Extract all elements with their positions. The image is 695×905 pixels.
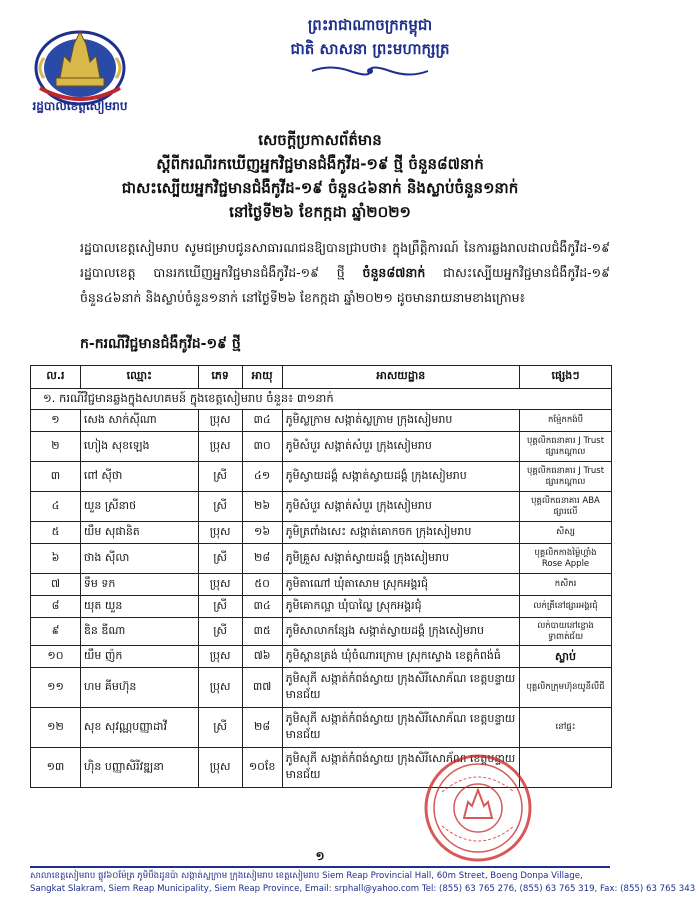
cell-address: ភូមិស្ពានត្រង់ ឃុំចំណារក្រោម ស្រុកស្ទោង ខេត្តកំពង់ធំ	[282, 646, 519, 668]
cell-age: ៣០	[242, 432, 282, 462]
header-age: អាយុ	[242, 366, 282, 389]
table-row	[31, 410, 612, 432]
cell-name: សុខ សុវណ្ណបញ្ញាដាវី	[80, 708, 198, 748]
national-motto: ជាតិ សាសនា ព្រះមហាក្សត្រ	[290, 40, 450, 58]
cell-name: ហៀង សុខឡេង	[80, 432, 198, 462]
cell-name: ថាង ស៊ីលា	[80, 544, 198, 574]
table-row	[31, 462, 612, 492]
cell-no: ៨	[31, 596, 81, 618]
cell-no: ៥	[31, 522, 81, 544]
cell-address: ភូមិគោកល្អា ឃុំបាលៃ្ល ស្រុកអង្គរជុំ	[282, 596, 519, 618]
cell-address: ភូមិស្វាយដង្គំ សង្កាត់ស្វាយដង្គំ ក្រុងសៀមរាប	[282, 462, 519, 492]
cell-age: ៣៧	[242, 668, 282, 708]
cell-no: ៣	[31, 462, 81, 492]
cell-address: ភូមិសុភី សង្កាត់កំពង់ស្វាយ ក្រុងសិរីសោភ័ណ ខេត្តបន្ទាយមានជ័យ	[282, 748, 519, 788]
cell-name: យឹម ញ៉ក	[80, 646, 198, 668]
cell-note: សិស្ស	[520, 522, 612, 544]
cell-address: ភូមិសំបួរ សង្កាត់សំបួរ ក្រុងសៀមរាប	[282, 492, 519, 522]
cell-age: ៣៥	[242, 618, 282, 646]
cell-address: ភូមិសំបួរ សង្កាត់សំបួរ ក្រុងសៀមរាប	[282, 432, 519, 462]
cell-note: កសិករ	[520, 574, 612, 596]
cell-sex: ប្រុស	[198, 646, 242, 668]
cell-age: ២៨	[242, 708, 282, 748]
cell-age: ២៨	[242, 544, 282, 574]
cell-note: បុគ្គលិកក្រុមហ៊ុនយូនីលីជី	[520, 668, 612, 708]
cell-name: ទឹម ទក	[80, 574, 198, 596]
cell-address: ភូមិស្លក្រាម សង្កាត់ស្លក្រាម ក្រុងសៀមរាប	[282, 410, 519, 432]
title-line-3: ជាសះស្បើយអ្នកវិជ្ជមានជំងឺកូវីដ-១៩ ចំនួន៤៦នាក់ និងស្លាប់ចំនួន១នាក់	[121, 179, 519, 197]
cell-no: ១	[31, 410, 81, 432]
cell-sex: ស្រី	[198, 544, 242, 574]
page-number: ១	[315, 849, 325, 863]
cell-no: ៤	[31, 492, 81, 522]
cell-no: ១១	[31, 668, 81, 708]
cell-age: ៤១	[242, 462, 282, 492]
table-row	[31, 574, 612, 596]
table-row	[31, 522, 612, 544]
angkor-emblem-icon	[30, 18, 130, 110]
org-name: រដ្ឋបាលខេត្តសៀមរាប	[32, 99, 128, 113]
intro-text-2: ជាសះស្បើយអ្នកវិជ្ជមានជំងឺកូវីដ-១៩ ចំនួន៤៦នាក់ និងស្លាប់ចំនួន១នាក់ នៅថ្ងៃទី២៦ ខែកក្កដា ឆ្នាំ២០២១ ដូចមានរាយនាមខាងក្រោម៖	[80, 265, 610, 305]
header-address: អាសយដ្ឋាន	[282, 366, 519, 389]
kingdom-heading: ព្រះរាជាណាចក្រកម្ពុជា	[307, 16, 433, 34]
cell-address: ភូមិសុភី សង្កាត់កំពង់ស្វាយ ក្រុងសិរីសោភ័ណ ខេត្តបន្ទាយមានជ័យ	[282, 708, 519, 748]
table-row	[31, 432, 612, 462]
cell-age: ២៦	[242, 492, 282, 522]
table-row	[31, 618, 612, 646]
cell-note: បុគ្គលិកកាងម៉្លៃហ្គាំង Rose Apple	[520, 544, 612, 574]
cell-note: បុគ្គលិកធនាគារ ABA ផ្សារលើ	[520, 492, 612, 522]
cell-name: ពៅ ស៊ីថា	[80, 462, 198, 492]
cell-name: យឹម សុផានិត	[80, 522, 198, 544]
cell-sex: ប្រុស	[198, 410, 242, 432]
cell-note: ស្លាប់	[520, 646, 612, 668]
header-no: ល.រ	[31, 366, 81, 389]
table-header-row	[31, 366, 612, 389]
cell-age: ៣៤	[242, 410, 282, 432]
table-row	[31, 646, 612, 668]
cell-name: យុត យួន	[80, 596, 198, 618]
cell-age: ១៦	[242, 522, 282, 544]
ornament-divider-icon	[310, 64, 430, 78]
cases-table	[30, 365, 612, 788]
cell-name: សេង សាក់ស៊ីណា	[80, 410, 198, 432]
cell-address: ភូមិសុភី សង្កាត់កំពង់ស្វាយ ក្រុងសិរីសោភ័ណ ខេត្តបន្ទាយមានជ័យ	[282, 668, 519, 708]
header-sex: ភេទ	[198, 366, 242, 389]
footer-line-1: សាលាខេត្តសៀមរាប ផ្លូវ៦០ម៉ែត្រ ភូមិបឹងដូនប៉ា សង្កាត់ស្លក្រាម ក្រុងសៀមរាប ខេត្តសៀមរាប Siem Reap Provincial Hall, 60m Street, Boeng Donpa Village,	[30, 871, 583, 881]
table-row	[31, 668, 612, 708]
cell-sex: ស្រី	[198, 492, 242, 522]
intro-text-1: រដ្ឋបាលខេត្តសៀមរាប សូមជម្រាបជូនសាធារណជនឱ្យបានជ្រាបថា៖ ក្នុងព្រឹត្តិការណ៍ នៃការឆ្លងរាលដាលជំងឺកូវីដ-១៩ រដ្ឋបាលខេត្ត បានរកឃើញអ្នកវិជ្ជមានជំងឺកូវីដ-១៩ ថ្មី	[80, 240, 610, 280]
footer	[30, 870, 695, 896]
cell-address: ភូមិសាលាកន្សែង សង្កាត់ស្វាយដង្គំ ក្រុងសៀមរាប	[282, 618, 519, 646]
cell-sex: ស្រី	[198, 708, 242, 748]
cell-no: ៩	[31, 618, 81, 646]
cell-name: ហម គីមហ៊ុន	[80, 668, 198, 708]
cell-age: ៧៦	[242, 646, 282, 668]
group-row	[31, 389, 612, 410]
cell-note: លក់បាយនៅខ្លោងទ្វាពាត់ជ័យ	[520, 618, 612, 646]
cell-no: ២	[31, 432, 81, 462]
cell-sex: ស្រី	[198, 596, 242, 618]
title-line-2: ស្ដីពីករណីរកឃើញអ្នកវិជ្ជមានជំងឺកូវីដ-១៩ ថ្មី ចំនួន៨៧នាក់	[156, 155, 484, 173]
cell-address: ភូមិតាណៅ ឃុំតាសោម ស្រុកអង្គរជុំ	[282, 574, 519, 596]
header-name: ឈ្មោះ	[80, 366, 198, 389]
title-block	[40, 128, 600, 224]
table-row	[31, 544, 612, 574]
footer-line-2: Sangkat Slakram, Siem Reap Municipality, Siem Reap Province, Email: srphall@yahoo.com Tel: (855) 63 765 276, (855) 63 765 319, Fax: (855) 63 765 343	[30, 884, 695, 894]
cell-no: ១៣	[31, 748, 81, 788]
table-row	[31, 492, 612, 522]
cell-name: យួន ស្រីនាថ	[80, 492, 198, 522]
cell-name: ឌិន ឌីណា	[80, 618, 198, 646]
header-note: ផ្សេងៗ	[520, 366, 612, 389]
cell-sex: ប្រុស	[198, 574, 242, 596]
cell-no: ១០	[31, 646, 81, 668]
cell-age: ៥០	[242, 574, 282, 596]
cell-sex: ប្រុស	[198, 668, 242, 708]
intro-count: ចំនួន៨៧នាក់	[362, 265, 426, 280]
cell-no: ៦	[31, 544, 81, 574]
cell-age: ១០ខែ	[242, 748, 282, 788]
cell-sex: ប្រុស	[198, 748, 242, 788]
cell-sex: ប្រុស	[198, 522, 242, 544]
cell-note: បុគ្គលិកធនាគារ J Trust ផ្សារកណ្តាល	[520, 432, 612, 462]
footer-divider	[30, 866, 610, 868]
cell-sex: ប្រុស	[198, 432, 242, 462]
cell-sex: ស្រី	[198, 618, 242, 646]
cell-age: ៣៤	[242, 596, 282, 618]
cell-note: លក់ត្រីនៅផ្សារអង្គរជុំ	[520, 596, 612, 618]
cell-sex: ស្រី	[198, 462, 242, 492]
table-row	[31, 596, 612, 618]
cell-note: បុគ្គលិកធនាគារ J Trust ផ្សារកណ្តាល	[520, 462, 612, 492]
table-row	[31, 708, 612, 748]
cell-address: ភូមិគ្រួស សង្កាត់ស្វាយដង្គំ ក្រុងសៀមរាប	[282, 544, 519, 574]
section-title: ក-ករណីវិជ្ជមានជំងឺកូវីដ-១៩ ថ្មី	[80, 336, 241, 352]
intro-paragraph	[80, 235, 610, 310]
title-line-4: នៅថ្ងៃទី២៦ ខែកក្កដា ឆ្នាំ២០២១	[229, 203, 411, 221]
cell-name: ហ៊ិន បញ្ញាសិរីវឌ្ឍនា	[80, 748, 198, 788]
cell-note: នៅផ្ទះ	[520, 708, 612, 748]
group-label: ១. ករណីវិជ្ជមានឆ្លងក្នុងសហគមន៍ ក្នុងខេត្តសៀមរាប ចំនួន៖ ៣១នាក់	[31, 389, 612, 410]
cell-address: ភូមិត្រពាំងសេះ សង្កាត់គោកចក ក្រុងសៀមរាប	[282, 522, 519, 544]
cell-note: កម្ម៉ែកកង់បី	[520, 410, 612, 432]
title-line-1: សេចក្ដីប្រកាសព័ត៌មាន	[258, 131, 382, 149]
cell-no: ១២	[31, 708, 81, 748]
cell-no: ៧	[31, 574, 81, 596]
